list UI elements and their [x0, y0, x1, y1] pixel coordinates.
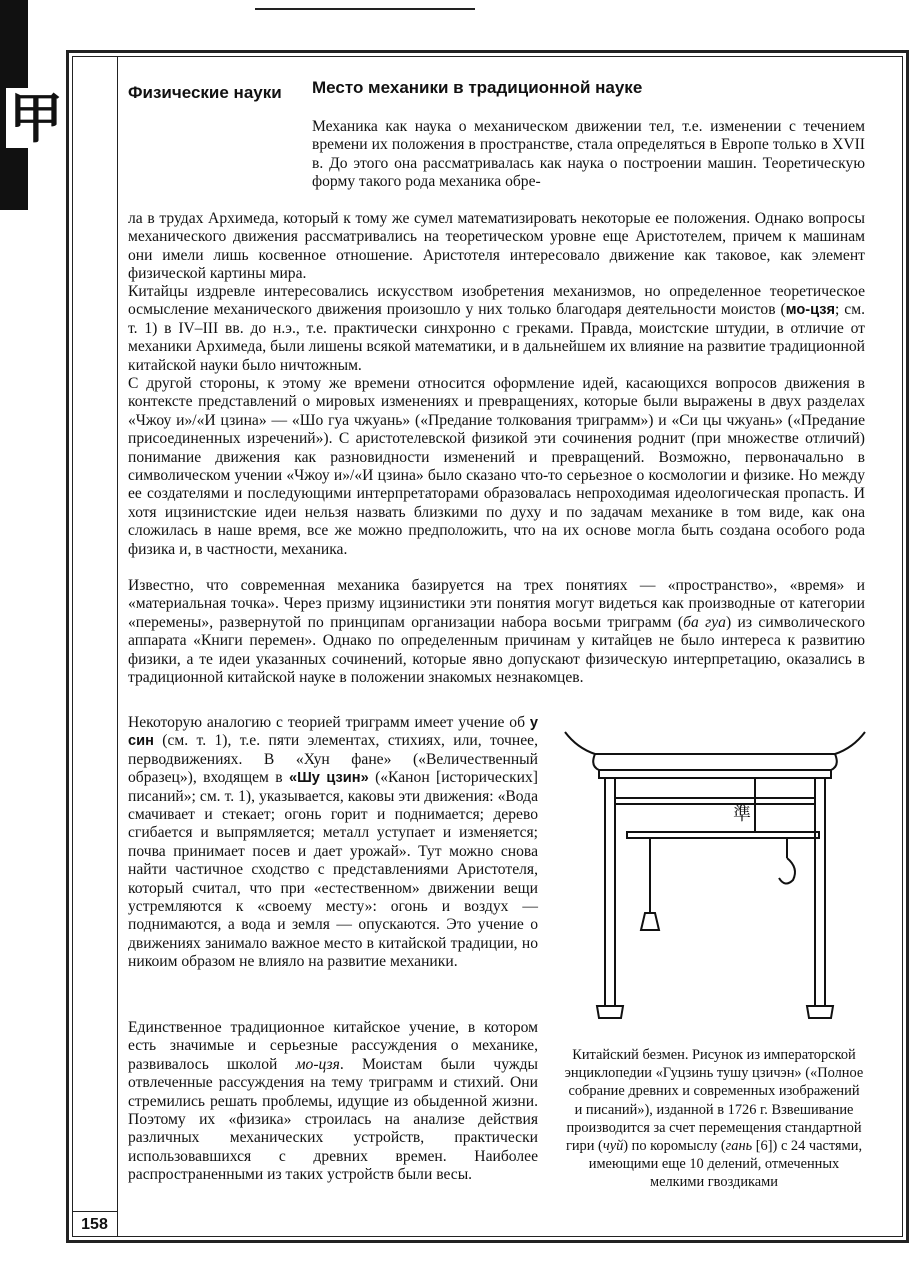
paragraph-4: Известно, что современная механика базируется на трех понятиях — «пространство», «время» и «материальная точка». Через призму ицзинистики эти понятия могут видеться как производные от категории «перемены», развернутой по принципам организации набора восьми триграмм (ба гуа) из символического аппарата «Книги перемен». Однако по определенным причинам у китайцев не было интереса к развитию физики, а те идеи указанных сочинений, которые явно допускают физическую интерпретацию, оказались в традиционной китайской науке в положении знакомых незнакомцев. [128, 577, 866, 687]
paragraph-3: С другой стороны, к этому же времени относится оформление идей, касающихся вопросов движения в контексте представлений о мировых изменениях и превращениях, которые были выражены в двух разделах «Чжоу и»/«И цзина» — «Шо гуа чжуань» («Предание толкования триграмм») и «Си цы чжуань» («Предание присоединенных изречений»). С аристотелевской физикой эти сочинения роднит (при множестве отличий) понимание движения как разновидности изменений и превращений. Возможно, первоначально в символическом учении «Чжоу и»/«И цзина» было сказано что-то серьезное о космологии и физике. Но между ее создателями и последующими интерпретаторами образовалась непроходимая идеологическая пропасть. И хотя ицзинистские идеи нельзя назвать близкими по духу и по задачам механике в том виде, как она сложилась в наше время, все же можно предположить, что на их основе могла быть создана особого рода физика и, в частности, механика. [128, 375, 865, 558]
section-label: Физические науки [128, 83, 282, 102]
steelyard-illustration [555, 718, 875, 1038]
paragraph-2: Китайцы издревле интересовались искусством изобретения механизмов, но определенное теоретическое осмысление механического движения произошло у них только благодаря деятельности моистов (мо-цзя; см. т. 1) в IV–III вв. до н.э., т.е. практически синхронно с греками. Правда, моистские штудии, в отличие от механики Архимеда, были лишены всякой математики, и в дальнейшем их влияние на развитие традиционной китайской науки было ничтожным. [128, 283, 865, 374]
paragraph-1-lead: Механика как наука о механическом движении тел, т.е. изменении с течением времени их положения в пространстве, стала определяться в Европе только в XVII в. До этого она рассматривалась как наука о построении машин. Теоретическую форму такого рода механика обре- [312, 118, 865, 191]
paragraph-5: Некоторую аналогию с теорией триграмм имеет учение об у син (см. т. 1), т.е. пяти элементах, стихиях, или, точнее, перводвижениях. В «Хун фане» («Величественный образец»), входящем в «Шу цзин» («Канон [исторических] писаний»; см. т. 1), указывается, каковы эти движения: «Вода смачивает и стекает; огонь горит и поднимается; дерево сгибается и выпрямляется; металл уступает и изменяется; почва принимает посев и дает урожай». Тут можно снова найти частичное сходство с представлениями Аристотеля, который считал, что при «естественном» движении вещи устремляются к «своему месту»: огонь и воздух — поднимаются, а вода и земля — опускаются. Это учение о движениях занимало важное место в китайской традиции, но никоим образом не влияло на развитие механики. [128, 714, 539, 971]
page-number: 158 [72, 1211, 118, 1237]
paragraph-6: Единственное традиционное китайское учение, в котором есть значимые и серьезные рассуждения о механике, развивалось школой мо-цзя. Моистам были чужды отвлеченные рассуждения на тему триграмм и стихий. Они стремились решать проблемы, идущие из обыденной жизни. Поэтому их «физика» строилась на анализе действия различных механических устройств, практически использовавшихся с древних времен. Наиболее распространенными из таких устройств были весы. [128, 1019, 539, 1184]
margin-divider [117, 56, 118, 1237]
paragraph-1-continued: ла в трудах Архимеда, который к тому же сумел математизировать некоторые ее положения. Однако вопросы механического движения рассматривались на теоретическом уровне еще Аристотелем, причем к машинам они имели лишь косвенное отношение. Аристотеля интересовало движение как таковое, как элемент физической картины мира. [128, 210, 865, 283]
article-heading: Место механики в традиционной науке [312, 78, 643, 97]
top-rule [255, 8, 475, 10]
figure-caption: Китайский безмен. Рисунок из императорской энциклопедии «Гуцзинь тушу цзичэн» («Полное собрание древних и современных изображений и писаний»), изданной в 1726 г. Взвешивание производится за счет перемещения стандартной гири (чуй) по коромыслу (гань [6]) с 24 частями, имеющими еще 10 делений, отмеченных мелкими гвоздиками [564, 1047, 864, 1191]
margin-glyph: 甲 [6, 88, 66, 148]
figure-mark: 準 [733, 804, 751, 825]
